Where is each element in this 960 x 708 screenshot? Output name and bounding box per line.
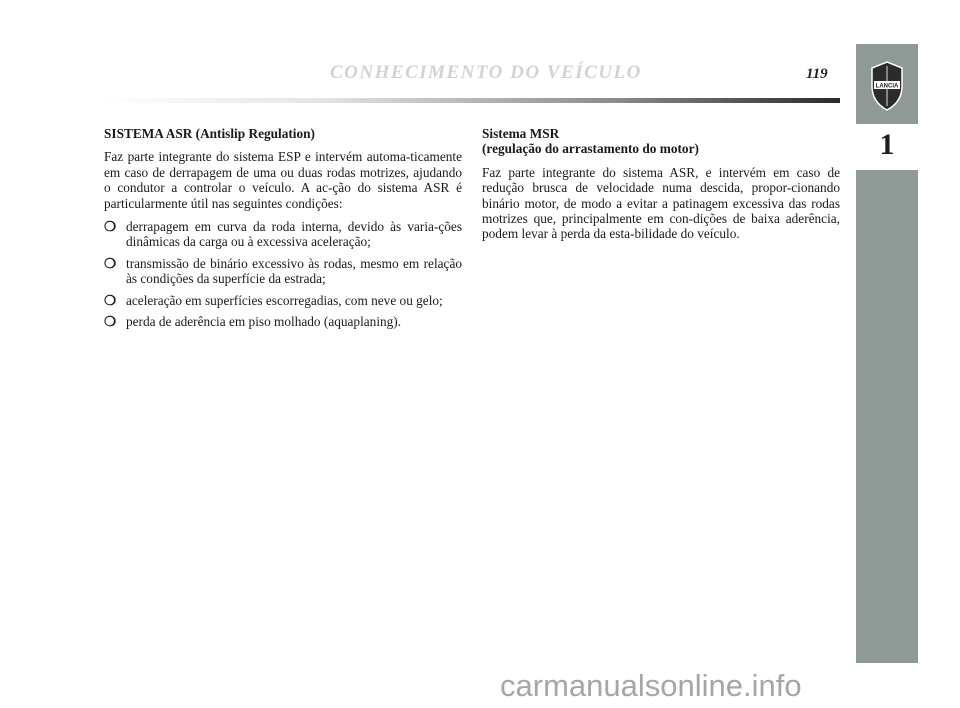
bullet-text: perda de aderência em piso molhado (aquaplaning). [126, 314, 402, 330]
bullet-circle-icon: ❍ [104, 292, 116, 308]
bullet-item [104, 314, 462, 329]
left-column [104, 126, 462, 335]
msr-body: Faz parte integrante do sistema ASR, e intervém em caso de redução brusca de velocidade numa descida, propor-cionando binário motor, de modo a evitar a patinagem excessiva das rodas motrizes que, principalmente em con-dições de baixa aderência, podem levar à perda da esta-bilidade do veículo. [482, 164, 840, 242]
asr-intro: Faz parte integrante do sistema ESP e intervém automa-ticamente em caso de derrapagem de uma ou duas rodas motrizes, ajudando o condutor a controlar o veículo. A ac-ção do sistema ASR é particularmente útil nas seguintes condições: [104, 149, 462, 211]
bullet-text: transmissão de binário excessivo às rodas, mesmo em relação às condições da superfície da estrada; [126, 255, 462, 287]
asr-heading: SISTEMA ASR (Antislip Regulation) [104, 126, 315, 141]
right-column [482, 126, 840, 250]
chapter-number: 1 [879, 128, 895, 161]
msr-heading-line2: (regulação do arrastamento do motor) [482, 141, 699, 157]
bullet-item [104, 256, 462, 287]
msr-heading-line1: Sistema MSR [482, 126, 560, 141]
bullet-circle-icon: ❍ [104, 219, 116, 235]
logo-text: LANCIA [875, 83, 899, 90]
bullet-circle-icon: ❍ [104, 314, 116, 330]
bullet-circle-icon: ❍ [104, 255, 116, 271]
bullet-item [104, 219, 462, 250]
header-title: CONHECIMENTO DO VEÍCULO [330, 62, 642, 83]
lancia-logo-icon [868, 60, 906, 112]
page-number: 119 [806, 66, 828, 82]
msr-heading [482, 126, 840, 157]
bullet-text: aceleração em superfícies escorregadias, com neve ou gelo; [126, 292, 443, 308]
bullet-item [104, 293, 462, 308]
watermark: carmanualsonline.info [500, 668, 802, 703]
bullet-text: derrapagem em curva da roda interna, devido às varia-ções dinâmicas da carga ou à excessiva aceleração; [126, 219, 462, 250]
header-rule [100, 98, 840, 103]
chapter-box[interactable] [856, 124, 918, 170]
